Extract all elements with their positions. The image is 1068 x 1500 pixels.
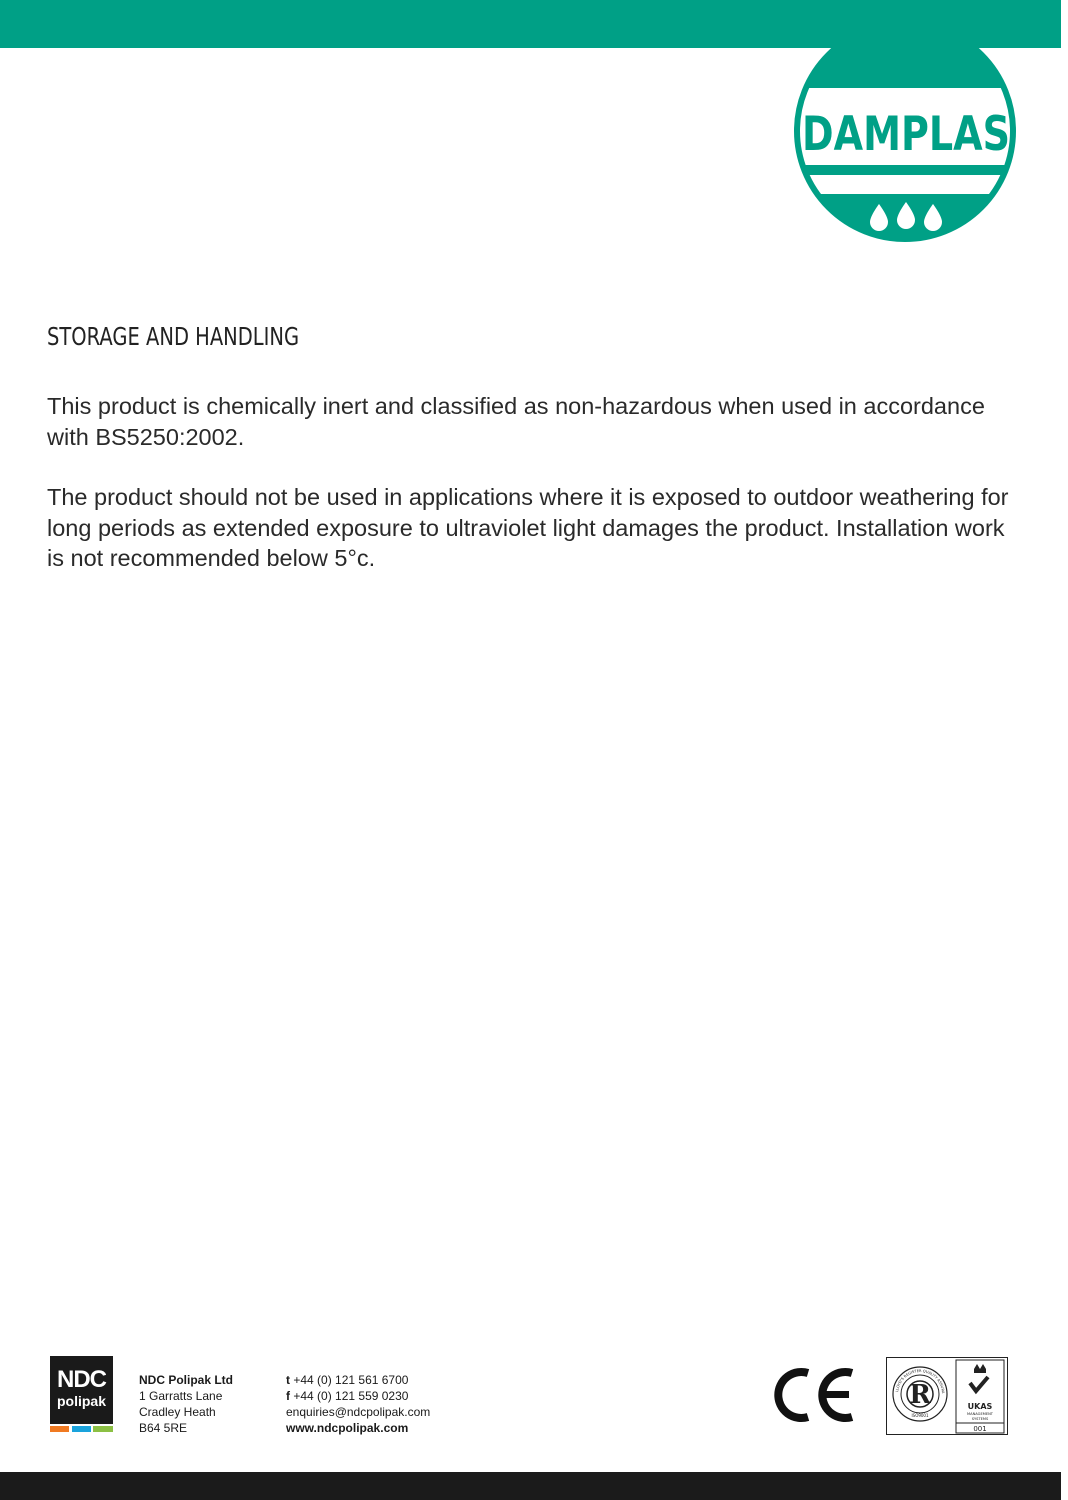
ukas-number: 001 — [973, 1425, 987, 1433]
bottom-footer-band — [0, 1472, 1061, 1500]
address-postcode: B64 5RE — [139, 1421, 188, 1435]
paragraph-chemical-inert: This product is chemically inert and classified as non-hazardous when used in accordance with BS5250:2002. — [47, 393, 985, 450]
telephone-line: t +44 (0) 121 561 6700 — [286, 1373, 409, 1387]
damplas-logo-graphic — [796, 18, 1016, 244]
website-link[interactable]: www.ndcpolipak.com — [286, 1421, 409, 1435]
company-contact — [286, 1372, 430, 1436]
address-line-2: Cradley Heath — [139, 1405, 216, 1419]
ndc-logo-box — [50, 1356, 113, 1424]
svg-text:R: R — [909, 1380, 931, 1410]
damplas-logo — [796, 18, 1016, 244]
logo-stripe-blue — [72, 1426, 91, 1432]
ukas-sub1: MANAGEMENT — [967, 1412, 993, 1416]
certification-badge — [886, 1357, 1008, 1435]
logo-stripe-orange — [50, 1426, 69, 1432]
telephone-number: +44 (0) 121 561 6700 — [293, 1373, 409, 1387]
company-name: NDC Polipak Ltd — [139, 1373, 234, 1387]
address-line-1: 1 Garratts Lane — [139, 1389, 223, 1403]
email-address[interactable]: enquiries@ndcpolipak.com — [286, 1405, 431, 1419]
ndc-polipak-logo — [50, 1356, 113, 1434]
logo-stripe-green — [93, 1426, 113, 1432]
section-heading: STORAGE AND HANDLING — [47, 322, 300, 351]
paragraph-weathering: The product should not be used in applications where it is exposed to outdoor weathering for long periods as extended exposure to ultraviolet light damages the product. Installation work is not recommended below 5°c. — [47, 484, 1009, 571]
ce-mark-graphic — [772, 1365, 856, 1425]
company-address — [139, 1372, 233, 1436]
certification-graphic — [886, 1357, 1008, 1435]
ukas-sub2: SYSTEMS — [971, 1417, 989, 1421]
polipak-logo-text: polipak — [56, 1393, 106, 1409]
ce-mark-icon — [772, 1365, 856, 1425]
damplas-logo-text: DAMPLAS — [802, 107, 1010, 162]
ukas-title: UKAS — [967, 1402, 993, 1411]
ndc-logo-text: NDC — [57, 1366, 106, 1393]
fax-line: f +44 (0) 121 559 0230 — [286, 1389, 409, 1403]
fax-number: +44 (0) 121 559 0230 — [293, 1389, 409, 1403]
lrqa-text: LLOYD'S REGISTER QUALITY ASSURA — [895, 1368, 946, 1394]
iso-text: ISO9001 — [911, 1413, 929, 1418]
